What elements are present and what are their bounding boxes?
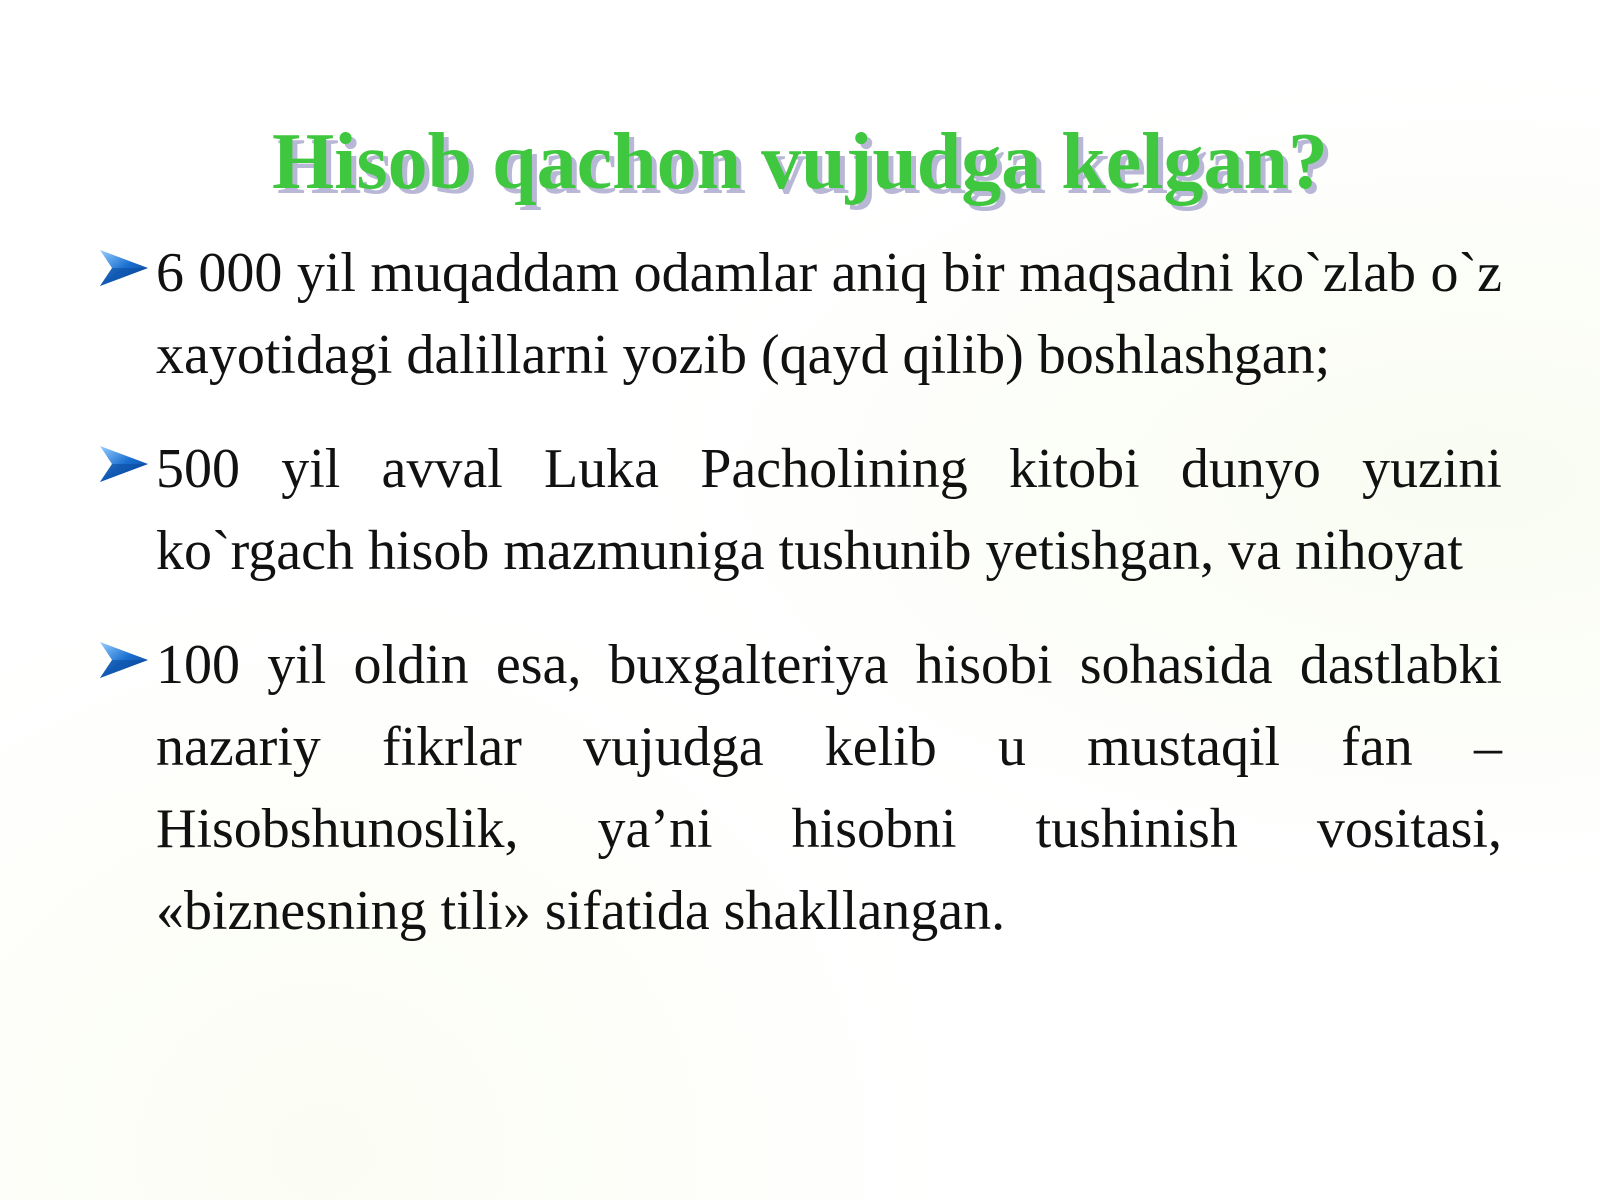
bullet-item [92, 232, 1502, 396]
arrowhead-icon [98, 246, 150, 290]
slide-title: Hisob qachon vujudga kelgan? [272, 118, 1328, 206]
bullet-item [92, 624, 1502, 952]
bullet-list [92, 232, 1502, 984]
bullet-text: 6 000 yil muqaddam odamlar aniq bir maqsadni ko`zlab o`z xayotidagi dalillarni yozib (qayd qilib) boshlashgan; [156, 242, 1502, 386]
arrowhead-icon [98, 442, 150, 486]
bullet-text: 100 yil oldin esa, buxgalteriya hisobi sohasida dastlabki nazariy fikrlar vujudga kelib u mustaqil fan – Hisobshunoslik, ya’ni hisobni tushinish vositasi, «biznesning tili» sifatida shakllangan. [156, 634, 1502, 942]
arrowhead-icon [98, 638, 150, 682]
bullet-item [92, 428, 1502, 592]
bullet-text: 500 yil avval Luka Pacholining kitobi dunyo yuzini ko`rgach hisob mazmuniga tushunib yetishgan, va nihoyat [156, 438, 1502, 582]
